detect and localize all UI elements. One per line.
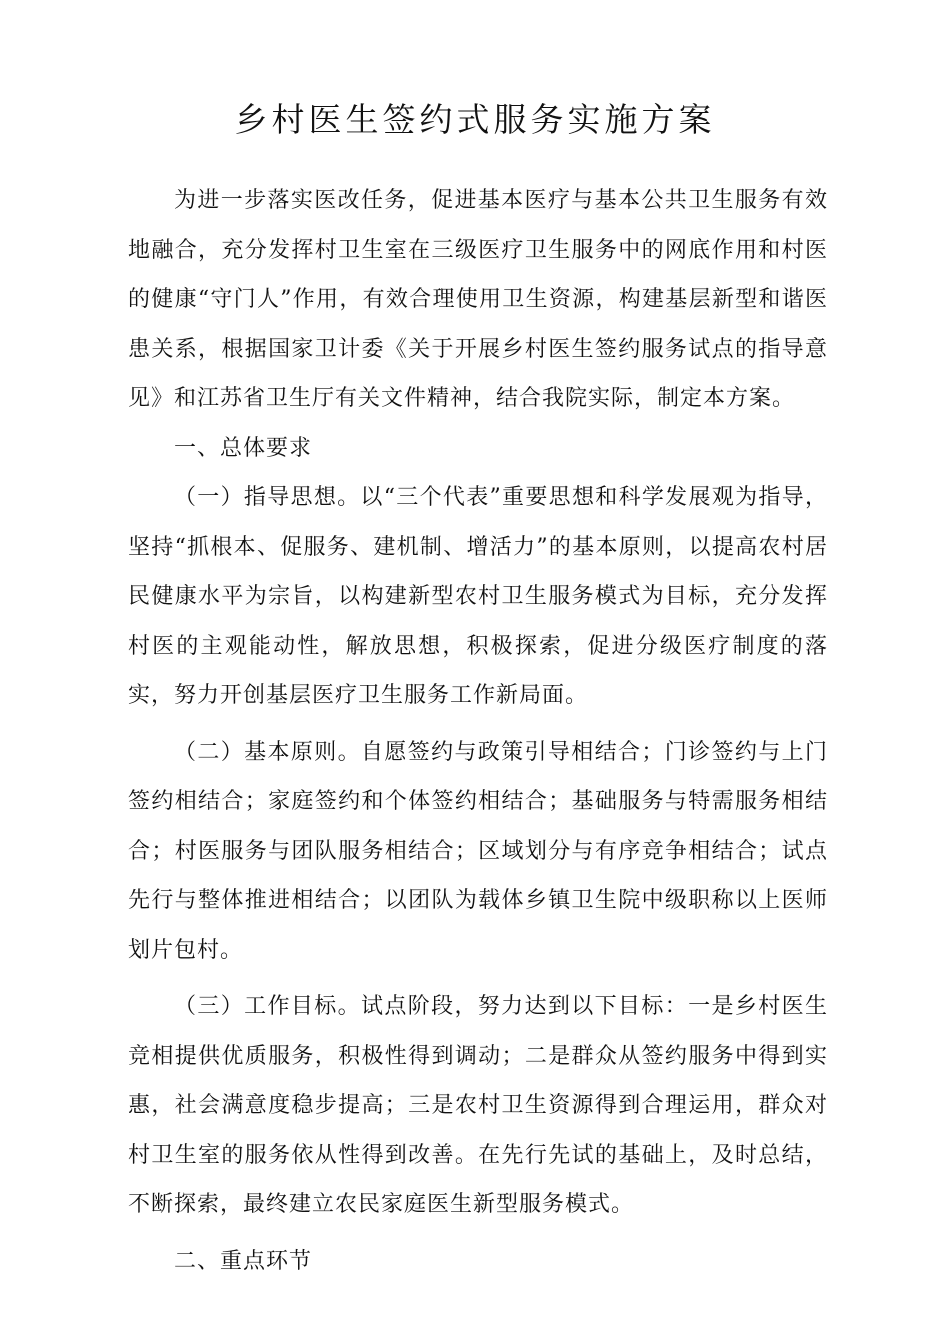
intro-paragraph: 为进一步落实医改任务，促进基本医疗与基本公共卫生服务有效地融合，充分发挥村卫生室在三级医疗卫生服务中的网底作用和村医的健康“守门人”作用，有效合理使用卫生资源，构建基层新型和谐医患关系，根据国家卫计委《关于开展乡村医生签约服务试点的指导意见》和江苏省卫生厅有关文件精神，结合我院实际，制定本方案。: [128, 188, 828, 411]
document-title: 乡村医生签约式服务实施方案: [234, 100, 716, 139]
section-heading-key-steps: 二、重点环节: [174, 1248, 313, 1274]
document-body: [128, 176, 828, 1286]
work-goals-paragraph: （三）工作目标。试点阶段，努力达到以下目标：一是乡村医生竞相提供优质服务，积极性得到调动；二是群众从签约服务中得到实惠，社会满意度稳步提高；三是农村卫生资源得到合理运用，群众对村卫生室的服务依从性得到改善。在先行先试的基础上，及时总结，不断探索，最终建立农民家庭医生新型服务模式。: [128, 994, 828, 1217]
guiding-ideology-paragraph: （一）指导思想。以“三个代表”重要思想和科学发展观为指导，坚持“抓根本、促服务、建机制、增活力”的基本原则，以提高农村居民健康水平为宗旨，以构建新型农村卫生服务模式为目标，充分发挥村医的主观能动性，解放思想，积极探索，促进分级医疗制度的落实，努力开创基层医疗卫生服务工作新局面。: [128, 485, 828, 708]
basic-principles-paragraph: （二）基本原则。自愿签约与政策引导相结合；门诊签约与上门签约相结合；家庭签约和个体签约相结合；基础服务与特需服务相结合；村医服务与团队服务相结合；区域划分与有序竞争相结合；试点先行与整体推进相结合；以团队为载体乡镇卫生院中级职称以上医师划片包村。: [128, 739, 828, 963]
section-heading-general-requirements: 一、总体要求: [174, 435, 313, 461]
